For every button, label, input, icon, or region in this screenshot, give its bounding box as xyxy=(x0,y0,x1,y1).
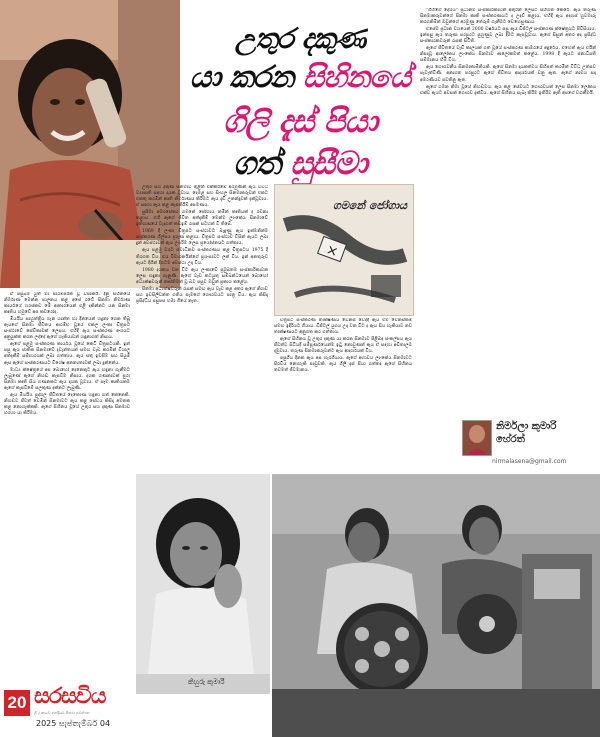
headline-word: සුසීමා xyxy=(290,144,367,182)
paragraph: ඇගේ පළමු සංස්කරණ කාර්යය වූයේ කෙටි චිත්‍රපටයකි. ඉන් පසු ඇය ජාතික සිනමාවේ දැවැන්තයන් සමඟ වැඩ කරමින් විශාල අත්දැකීම් සම්භාරයක් ලබා ගත්තාය. ඇය සතු ඉවසීම සහ සියුම් ඇස ඇගේ සංස්කරණයට විශේෂ අනන්‍යතාවක් ලබා දුන්නේය. xyxy=(4,342,130,366)
paragraph: ඒ පසුබිම යුත් මා පාරම්පරික වූ විපාකයි. දිනු සිහිනයේ නිර්මාණ මෙන්න පාලනය කළ අපේ රටේ සිනමා නිර්මාණ කාර්යයේ හරස්කඩ මේ ආකාරයෙන් එළි දකින්නට යන සිනමා කෘතිය හමුවේ අප කවරෝද. xyxy=(4,292,130,316)
paragraph: සිනමා අධ්‍යක්ෂවරුන් රැසක් සමඟ ඇය වැඩ කළ අතර ඇගේ නිහඬ සහ ඉවසිලිවන්ත ගතිය සැමගේ ගෞරවයට පාත්‍ර විය. ඇය කිසිදා ප්‍රසිද්ධිය පසුපස හඹා ගියේ නැත. xyxy=(136,286,268,304)
paragraph: ඇය මියයිය පුද්ගල ජීවිතයේ දෙකොණ හඳුනා ගත් කෙනෙකි. නිහඬව ජීවත් වෙමින් සිනමාවට ඇය කළ සේවය කිසිදා අමතක කළ නොහැක්කකි. ඇගේ සිහිනය වූයේ උතුර සහ දකුණ සිනමාව හරහා යා කිරීමය. xyxy=(4,392,130,416)
magazine-tagline: ශ්‍රී ලංකාවේ ජනප්‍රියම සිනමා පුවත්පත xyxy=(34,711,90,715)
paragraph: චිත්‍රපට සංස්කරණ තාක්ෂණය වෙනස් වෙද්දී ඇය එම වෙනස්කම් සමඟ ඉදිරියට ගියාය. ඩිජිටල් යුගය උදා වන විට ද ඇය සිය හැකියාව නව තාක්ෂණයට අනුගත කර ගත්තාය. xyxy=(274,318,412,336)
headline-word: කරන xyxy=(229,60,294,95)
author-byline xyxy=(462,420,598,472)
paragraph: 1980 දශකය වන විට ඇය ලංකාවේ ප්‍රමුඛතම සංස්කාරිකාවක ලෙස හඳුනා ගැනුණි. ඇගේ වැඩ කටයුතු සම්බන්ධයෙන් බොහෝ අධ්‍යක්ෂවරුන් තෘප්තිමත් වූ බව පසුව ඔවුන් ප්‍රකාශ කළේය. xyxy=(136,267,268,285)
article-column-2 xyxy=(136,185,268,470)
author-name-line-2: හේරත් xyxy=(496,434,525,445)
paragraph: ඇගේ ගමන නිමා වූයේ නිහඬවය. ඇය කළ සේවයට ගෞරවයක් ලෙස සිනමා ලෝකය එක්ව ඇයට අවසන් ගෞරව දැක්වීය. ඇගේ සිහිනය සැබෑ කිරීම ඉතිරිව ඇති අපගේ වගකීමයි. xyxy=(420,84,596,96)
headline-word: පියා xyxy=(323,102,377,140)
headline-line-1 xyxy=(182,22,418,56)
paragraph: එසේම ප්‍රධාන වශයෙන් 2000 වර්ෂයට පසු ඇය ඩිජිටල් සංස්කරණ ක්ෂේත්‍රයට පිවිසියාය. ඉන්පසු ඇය තරුණ පරපුරට පුහුණුව ලබා දීමට කැපවූවාය. ඇගේ සිසුන් අතර අද ප්‍රසිද්ධ සංස්කාරකවරුන් රැසක් සිටිති. xyxy=(420,27,596,45)
photo-film-editing-room xyxy=(272,474,600,737)
paragraph: මාධ්‍ය ක්ෂේත්‍රයේ අප බොහෝ දෙනෙකුට ඇය හඳුනා ගැනීමට ලැබුණේ ඇගේ නිහඬ කැපවීම නිසාය. දශක ගණනාවක් පුරා සිනමා කෘති සිය ගණනකට ඇය දායක වූවාය. ඒ සෑම කෘතියකම ඇගේ කැපවීමේ සලකුණ දක්නට ලැබුණි. xyxy=(4,367,130,391)
magazine-logo: සරසවිය xyxy=(34,684,106,709)
book-cover-title: ගමනේ ජෝගාය xyxy=(333,199,407,212)
headline xyxy=(182,22,418,182)
svg-text:×: × xyxy=(323,241,341,261)
headline-word: දකුණ xyxy=(301,22,366,55)
headline-word: දැස් xyxy=(278,102,314,140)
paragraph: 1969 දී ලංකා චිත්‍රපට සංස්ථාවට බැඳුණු ඇය ඉක්මනින්ම සංස්කරණ ශිල්පය ප්‍රගුණ කළාය. චිත්‍රපට සංස්ථාව විසින් ඇයට ලබා දුන් අවස්ථාවන් ඇය උපරිම ලෙස ප්‍රයෝජනයට ගත්තාය. xyxy=(136,229,268,247)
article-column-1 xyxy=(4,292,130,672)
author-avatar xyxy=(462,420,492,456)
author-name-line-1: නිර්මලා කුමාරි xyxy=(496,421,557,432)
film-strip-illustration xyxy=(275,185,413,315)
paragraph: "ගිහිගේ දේශය" ප්‍රධානම සංස්කාරිකාවන් අතුරින් ලෙසට සිහිගත කෙරේ. ඇය තරුණ සිනමාකරුවන්ගේ සිනමා කෘති සංස්කරණයට ද උදව් කළාය. එහිදී ඇය අදහස් හුවමාරු කරගනිමින් ඔවුන්ගේ අරමුණු තේරුම් ගැනීමට වෙහෙසුණාය. xyxy=(420,8,596,26)
paragraph: ඇගේ ජීවිතයේ වැඩි කාලයක් ගත වූයේ සංස්කරණ කාමරයේ අඳුරේය. එහෙත් ඇය එයින් නිපදවූ ආලෝකය ලාංකේය සිනමාව ආලෝකමත් කළේය. 1998 දී ඇයට ජනාධිපති සම්මානය හිමි විය. xyxy=(420,46,596,64)
headline-word: ගත් xyxy=(233,144,281,182)
paragraph: මියයිය සාහුත්‍ත්‍රිය ගැන ශාන්ත හා දිනයෙන් හදුනා ගෙන තිබූ ඇයගේ සිනමා ජීවිතය ආරම්භ වූයේ එකල ලංකා චිත්‍රපට සංස්ථාවේ සේවිකාවක් ලෙසය. එහිදී ඇය සංස්කරණ අංශයට අනුයුක්ත කරන ලද්දේ ඇගේ හැකියාවන් හඳුනාගත් නිසාය. xyxy=(4,317,130,341)
author-email[interactable]: nirmalasena@gmail.com xyxy=(492,458,567,465)
headline-word: සිහිනයේ xyxy=(302,60,411,95)
headline-word: උතුර xyxy=(234,22,293,55)
book-cover xyxy=(274,184,414,316)
page-number: 20 xyxy=(4,690,30,716)
paragraph: ඇය ගෞරවනීය සිනමාකාමිනියකි. ඇගේ සිනමා දායකත්වය සිහිපත් කරමින් විවිධ උත්සව පැවැත්විණි. අනාගත පරපුරට ඇගේ ජීවිතය ආදර්ශයක් වනු ඇත. ඇගේ නාමය සදා අමරණීයව පවතිනු ඇත. xyxy=(420,65,596,83)
article-column-3 xyxy=(274,318,412,470)
headline-line-2 xyxy=(182,60,418,96)
headline-word: ගිලි xyxy=(223,102,269,140)
headline-word: යා xyxy=(189,60,221,95)
headline-line-4 xyxy=(182,144,418,182)
headline-line-3 xyxy=(182,102,418,140)
photo-woman-portrait xyxy=(136,474,270,694)
paragraph: පසුගිය දිනක ඇය අප හැරගියාය. ඇගේ අභාවය ලාංකේය සිනමාවට පිරවිය නොහැකි පාඩුවකි. ඇය ගිලි දැස් පියා ගත්තද ඇගේ සිහිනය තවමත් ජීවමානය. xyxy=(274,356,412,374)
article-column-4 xyxy=(420,8,596,416)
photo-caption: කිහුරු කුමාරි xyxy=(188,678,225,686)
paragraph: ඇය පළමු වරට ස්වාධීනව සංස්කරණය කළ චිත්‍රපටය 1975 දී තිරගත විය. එය විචාරකයින්ගේ ප්‍රශංසාවට ලක් විය. ඉන් අනතුරුව ඇයට දිගින් දිගටම අවස්ථා උදා විය. xyxy=(136,248,268,266)
paragraph: උතුර සහ දකුණ සිනමාව තුළින් එක්කිරීමේ අරමුණින් ඇය විවිධ ව්‍යාපෘති සඳහා දායක වූවාය. දෙමළ සහ සිංහල සිනමාකරුවන් එකට එකතු කරමින් කෘති නිර්මාණය කිරීමට ඇය දැඩි උනන්දුවක් දැක්වූවාය. ඒ සඳහා ඇය කළ කැපකිරීම් අපමණය. xyxy=(136,185,268,209)
paragraph: සුසීමා අමරසේකර ගමනේ ජෝගාය නමින් කෘතියක් ද රචනා කළාය. එහි ඇගේ ජීවිත අත්දැකීම් මෙන්ම ලාංකේය සිනමාවේ ඉතිහාසයේ වැදගත් කඩඉම් රැසක් සටහන් වී තිබේ. xyxy=(136,210,268,228)
paragraph: ඇගේ සිහිනය වූ උතුර දකුණ යා කරන සිනමාව පිළිබඳ සංකල්පය ඇය ජීවත්ව සිටියදී සම්පූර්ණයෙන්ම ඉටු නොවුණත් ඇය ඒ සඳහා අඩිතාලම දැමුවාය. තරුණ සිනමාකරුවන්ට ඇය ආදර්ශයක් විය. xyxy=(274,337,412,355)
footer-masthead xyxy=(4,680,134,734)
author-name xyxy=(496,420,596,446)
issue-date: 2025 සැප්තැම්බර් 04 xyxy=(36,719,111,728)
